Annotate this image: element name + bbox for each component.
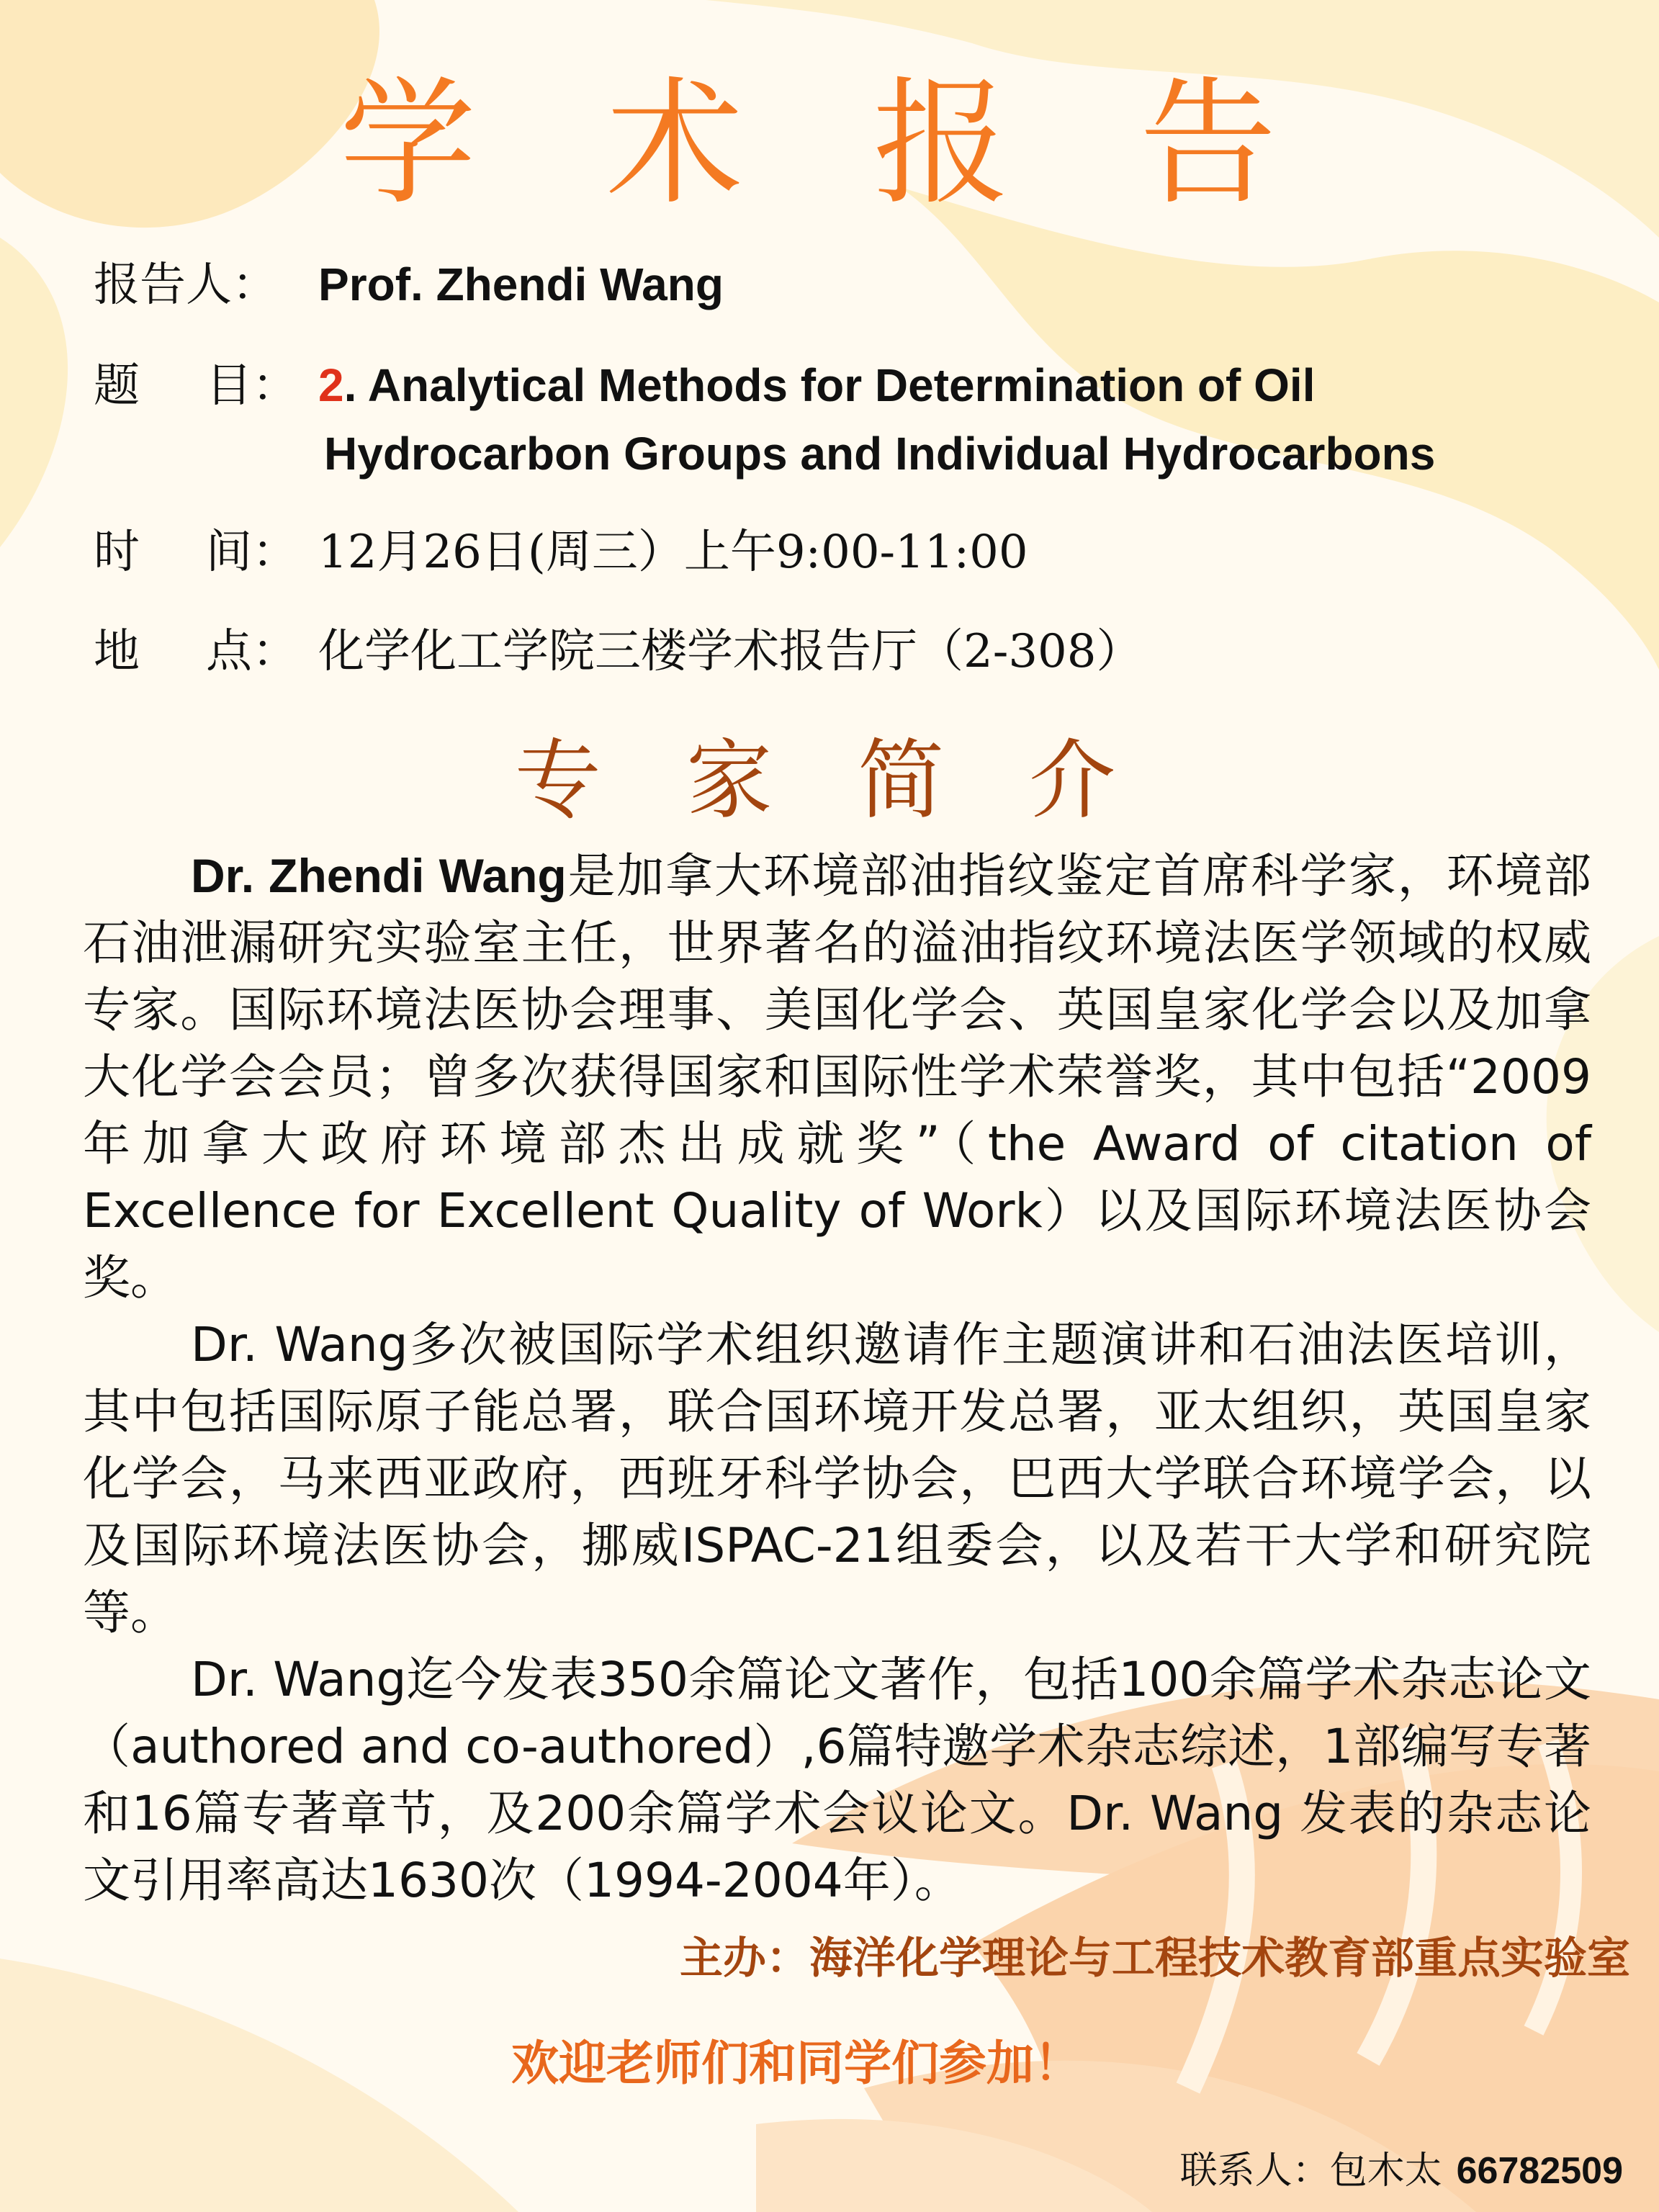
expert-bio [83,842,1591,1914]
place-label-2: 点： [206,625,298,678]
welcome-text: 欢迎老师们和同学们参加！ [511,2035,1082,2091]
topic-label-1: 题 [94,359,140,413]
place-value: 化学化工学院三楼学术报告厅（2-308） [318,625,1143,678]
speaker-label: 报告人： [94,258,278,312]
poster-title: 学 术 报 告 [339,64,1320,223]
topic-line-1: . Analytical Methods for Determination of Oil [343,359,1316,411]
topic-line-2: Hydrocarbon Groups and Individual Hydrocarbons [324,428,1436,480]
contact-row [1180,2146,1623,2196]
place-label-1: 地 [94,625,140,678]
bio-paragraph-1 [83,842,1591,1311]
place-row [94,623,1143,680]
speaker-row [94,256,724,314]
bio-paragraph-3: Dr. Wang迄今发表350余篇论文著作，包括100余篇学术杂志论文（authored and co-authored）,6篇特邀学术杂志综述，1部编写专著和16篇专著章节，及200余篇学术会议论文。Dr. Wang 发表的杂志论文引用率高达1630次（1994-2004年）。 [83,1652,1591,1908]
bio-p1-text: 是加拿大环境部油指纹鉴定首席科学家，环境部石油泄漏研究实验室主任，世界著名的溢油指纹环境法医学领域的权威专家。国际环境法医协会理事、美国化学会、英国皇家化学会以及加拿大化学会会员；曾多次获得国家和国际性学术荣誉奖，其中包括“2009年加拿大政府环境部杰出成就奖”（the Award of citation of Excellence for Excellent Quality of Work）以及国际环境法医协会奖。 [83,848,1592,1305]
topic-number: 2 [318,359,344,411]
time-label-2: 间： [206,526,298,579]
time-row [94,523,1028,581]
organizer-text: 主办：海洋化学理论与工程技术教育部重点实验室 [680,1933,1630,1984]
time-label-1: 时 [94,526,140,579]
time-value: 12月26日(周三）上午9:00-11:00 [318,526,1028,579]
contact-phone: 66782509 [1456,2150,1623,2192]
topic-row [94,356,1315,415]
expert-intro-heading: 专 家 简 介 [514,731,1145,831]
bio-paragraph-2: Dr. Wang多次被国际学术组织邀请作主题演讲和石油法医培训，其中包括国际原子能总署，联合国环境开发总署，亚太组织，英国皇家化学会，马来西亚政府，西班牙科学协会，巴西大学联合环境学会，以及国际环境法医协会，挪威ISPAC-21组委会，以及若干大学和研究院等。 [83,1317,1591,1640]
contact-label: 联系人：包木太 [1179,2149,1442,2193]
bio-name: Dr. Zhendi Wang [191,849,567,902]
topic-label-2: 目： [206,359,298,413]
speaker-name: Prof. Zhendi Wang [318,258,724,310]
